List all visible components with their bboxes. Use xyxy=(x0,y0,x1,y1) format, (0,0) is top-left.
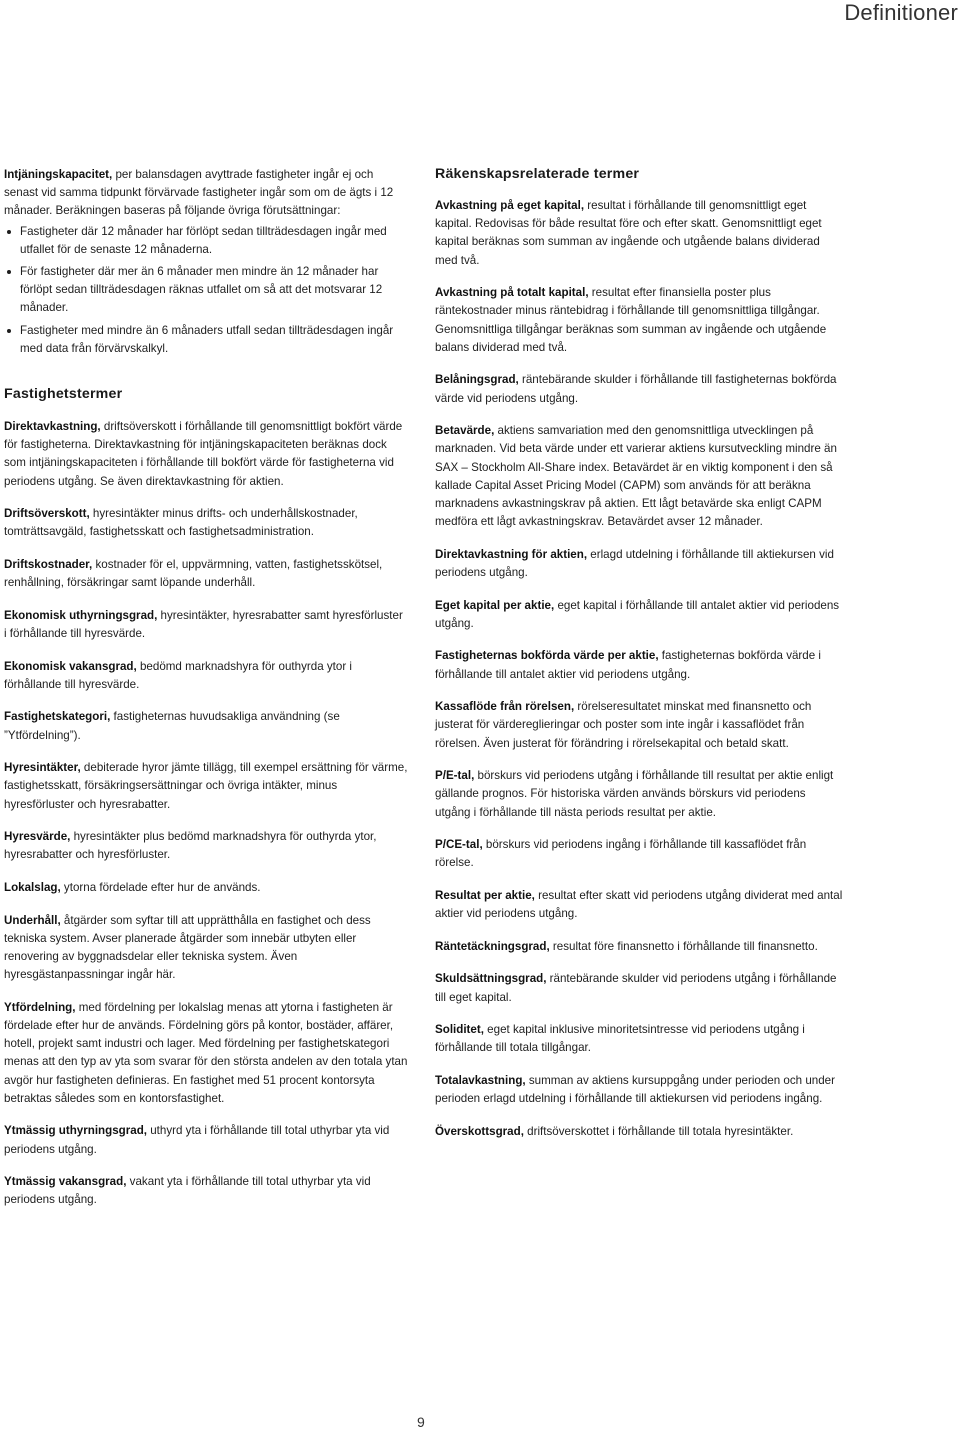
definition-text: bedömd marknadshyra för outhyrda ytor i förhållande till hyresvärde. xyxy=(4,659,352,691)
definition-term: Soliditet, xyxy=(435,1023,484,1037)
definition-entry xyxy=(4,658,408,694)
definition-term: Direktavkastning, xyxy=(4,420,101,434)
definition-term: Överskottsgrad, xyxy=(435,1124,524,1138)
definition-term: Belåningsgrad, xyxy=(435,373,519,387)
definition-text: fastigheternas bokförda värde i förhållande till antalet aktier vid periodens utgång. xyxy=(435,649,821,681)
definition-entry xyxy=(4,556,408,592)
bullet-item: Fastigheter där 12 månader har förlöpt sedan tillträdesdagen ingår med utfallet för de senaste 12 månaderna. xyxy=(4,223,408,259)
definition-entry xyxy=(435,1072,843,1108)
definition-term: Intjäningskapacitet, xyxy=(4,168,113,181)
definition-entry xyxy=(435,597,843,633)
definition-entry xyxy=(4,505,408,541)
definition-term: Räntetäckningsgrad, xyxy=(435,939,550,953)
page-title: Definitioner xyxy=(844,0,958,25)
definition-term: Eget kapital per aktie, xyxy=(435,598,555,612)
definition-term: Ytmässig vakansgrad, xyxy=(4,1175,127,1189)
definition-term: Resultat per aktie, xyxy=(435,889,535,902)
bullet-list xyxy=(4,223,408,358)
definition-term: Betavärde, xyxy=(435,424,495,438)
definition-text: eget kapital i förhållande till antalet aktier vid periodens utgång. xyxy=(435,598,840,630)
definition-term: Fastigheternas bokförda värde per aktie, xyxy=(435,649,659,663)
definition-entry xyxy=(435,284,843,357)
definition-text: rörelseresultatet minskat med finansnetto och justerat för värdereglieringar och poster som inte ingår i kassaflödet från rörelsen. Även justerat för förändring i rörelsekapital och betald skatt. xyxy=(435,700,812,750)
definition-term: Driftsöverskott, xyxy=(4,507,90,521)
definition-entry xyxy=(435,1021,843,1057)
definition-term: Underhåll, xyxy=(4,913,61,927)
definition-text: driftsöverskott i förhållande till genomsnittligt bokfört värde för fastigheterna. Direktavkastning för intjäningskapaciteten beräknas dock som intjäningskapaciteten i förhållande till bokfört värde för fastigheterna vid periodens utgång. Se även direktavkastning för aktien. xyxy=(4,420,403,488)
definition-entry xyxy=(4,418,408,491)
definition-term: Hyresvärde, xyxy=(4,830,71,844)
definition-entry xyxy=(4,999,408,1108)
definition-entry xyxy=(435,836,843,872)
definition-entry xyxy=(435,197,843,270)
definition-text: hyresintäkter, hyresrabatter samt hyresförluster i förhållande till hyresvärde. xyxy=(4,608,403,641)
definition-term: Hyresintäkter, xyxy=(4,761,81,775)
left-column xyxy=(4,166,408,1224)
definition-text: hyresintäkter minus drifts- och underhållskostnader, tomträttsavgäld, fastighetsskatt och fastighetsadministration. xyxy=(4,507,358,539)
definition-text: resultat före finansnetto i förhållande till finansnetto. xyxy=(549,939,818,953)
definition-term: Avkastning på totalt kapital, xyxy=(435,286,589,300)
section-heading-fastighetstermer: Fastighetstermer xyxy=(4,386,123,403)
definition-entry xyxy=(4,607,408,643)
definition-list-rakenskapsrelaterade xyxy=(435,197,843,1141)
definition-entry xyxy=(435,371,843,407)
definition-entry xyxy=(435,938,843,956)
definition-text: räntebärande skulder i förhållande till fastigheternas bokförda värde vid periodens utgång. xyxy=(435,373,837,405)
definition-text: börskurs vid periodens utgång i förhållande till resultat per aktie enligt gällande prognos. För historiska värden används börskurs vid periodens utgång i förhållande till nästa periods resultat per aktie. xyxy=(435,769,834,819)
definition-term: P/CE-tal, xyxy=(435,838,483,852)
definition-term: Direktavkastning för aktien, xyxy=(435,547,588,561)
definition-text: driftsöverskottet i förhållande till totala hyresintäkter. xyxy=(523,1124,794,1138)
definition-entry xyxy=(435,1123,843,1141)
definition-term: Fastighetskategori, xyxy=(4,710,111,724)
definition-entry xyxy=(4,759,408,814)
definition-intjaningskapacitet xyxy=(4,166,408,221)
definition-entry xyxy=(435,647,843,683)
bullet-item: För fastigheter där mer än 6 månader men mindre än 12 månader har förlöpt sedan tillträdesdagen räknas utfallet om så att det motsvarar 12 månader. xyxy=(4,263,408,318)
definition-term: Totalavkastning, xyxy=(435,1073,526,1087)
definition-entry xyxy=(435,546,843,582)
definition-text: aktiens samvariation med den genomsnittliga utvecklingen på marknaden. Vid beta värde under ett varierar aktiens kursutveckling mindre än SAX – Stockholm All-Share index. Betavärdet är en viktig komponent i den så kallade Capital Asset Pricing Model (CAPM) som används för att beräkna marknadens avkastningskrav på aktien. Ett lågt betavärde ska enligt CAPM medföra ett lågt avkastningskrav. Betavärdet avser 12 månader. xyxy=(435,424,837,529)
definition-text: resultat efter skatt vid periodens utgång dividerat med antal aktier vid periodens utgång. xyxy=(435,889,843,921)
definition-text: ytorna fördelade efter hur de används. xyxy=(60,881,261,895)
definition-entry xyxy=(4,879,408,897)
definition-entry xyxy=(435,422,843,531)
definition-text: vakant yta i förhållande till total uthyrbar yta vid periodens utgång. xyxy=(4,1175,371,1207)
bullet-item: Fastigheter med mindre än 6 månaders utfall sedan tillträdesdagen ingår med data från förvärvskalkyl. xyxy=(4,322,408,358)
definition-term: Skuldsättningsgrad, xyxy=(435,972,547,986)
definition-text: börskurs vid periodens ingång i förhållande till kassaflödet från rörelse. xyxy=(435,838,807,870)
definition-list-fastighetstermer xyxy=(4,418,408,1210)
definition-entry xyxy=(4,1122,408,1158)
definition-text: kostnader för el, uppvärmning, vatten, fastighetsskötsel, renhållning, försäkringar samt löpande underhåll. xyxy=(4,558,383,590)
definition-text: åtgärder som syftar till att upprätthålla en fastighet och dess tekniska system. Avser planerade åtgärder som innebär utbyten eller renovering av byggnadsdelar eller tekniska system. Även hyresgästanpassningar ingår här. xyxy=(4,913,371,982)
definition-text: eget kapital inklusive minoritetsintresse vid periodens utgång i förhållande till totala tillgångar. xyxy=(435,1023,805,1055)
definition-entry xyxy=(4,912,408,985)
definition-entry xyxy=(4,828,408,864)
definition-term: P/E-tal, xyxy=(435,769,475,783)
definition-entry xyxy=(4,1173,408,1209)
definition-term: Ytfördelning, xyxy=(4,1000,76,1014)
definition-text: med fördelning per lokalslag menas att ytorna i fastigheten är fördelade efter hur de används. Fördelning görs på kontor, bostäder, affärer, hotell, projekt samt industri och lager. Med fördelning per fastighetskategori menas att den typ av yta som svarar för den största andelen av den totala ytan avgör hur fastigheten definieras. En fastighet med 51 procent kontorsyta betraktas således som en kontorsfastighet. xyxy=(4,1000,408,1105)
page-number: 9 xyxy=(417,1414,425,1430)
definition-term: Kassaflöde från rörelsen, xyxy=(435,700,575,714)
definition-term: Ekonomisk vakansgrad, xyxy=(4,659,137,673)
definition-entry xyxy=(4,708,408,744)
definition-text: debiterade hyror jämte tillägg, till exempel ersättning för värme, fastighetsskatt, försäkringsersättningar och övriga intäkter, minus hyresförluster och hyresrabatter. xyxy=(4,761,408,811)
definition-text: resultat efter finansiella poster plus räntekostnader minus räntebidrag i förhållande till genomsnittliga tillgångar. Genomsnittliga tillgångar beräknas som summan av ingående och utgående balans dividerad med två. xyxy=(435,286,827,354)
definition-term: Ekonomisk uthyrningsgrad, xyxy=(4,608,158,622)
definition-entry xyxy=(435,767,843,822)
definition-text: erlagd utdelning i förhållande till aktiekursen vid periodens utgång. xyxy=(435,547,834,580)
definition-text: fastigheternas huvudsakliga användning (se ”Ytfördelning”). xyxy=(4,710,340,742)
definition-text: hyresintäkter plus bedömd marknadshyra för outhyrda ytor, hyresrabatter och hyresförluster. xyxy=(4,830,377,862)
definition-term: Avkastning på eget kapital, xyxy=(435,199,585,212)
definition-text: räntebärande skulder vid periodens utgång i förhållande till eget kapital. xyxy=(435,972,837,1004)
definition-text: resultat i förhållande till genomsnittligt eget kapital. Redovisas för både resultat före och efter skatt. Genomsnittligt eget kapital beräknas som summan av ingående och utgående balans dividerad med två. xyxy=(435,199,822,267)
definition-entry xyxy=(435,698,843,753)
definition-entry xyxy=(435,970,843,1006)
right-column xyxy=(435,166,843,1155)
definition-text: per balansdagen avyttrade fastigheter ingår ej och senast vid samma tidpunkt förvärvade fastigheter ingår som om de ägts i 12 månader. Beräkningen baseras på följande övriga förutsättningar: xyxy=(4,168,394,218)
section-heading-rakenskapsrelaterade-termer: Räkenskapsrelaterade termer xyxy=(435,166,640,182)
definition-term: Ytmässig uthyrningsgrad, xyxy=(4,1124,148,1138)
definition-text: uthyrd yta i förhållande till total uthyrbar yta vid periodens utgång. xyxy=(4,1124,390,1156)
definition-term: Driftskostnader, xyxy=(4,558,93,572)
definition-text: summan av aktiens kursuppgång under perioden och under perioden erlagd utdelning i förhållande till aktiekursen vid periodens ingång. xyxy=(435,1073,835,1106)
definition-entry xyxy=(435,887,843,923)
definition-term: Lokalslag, xyxy=(4,881,61,895)
